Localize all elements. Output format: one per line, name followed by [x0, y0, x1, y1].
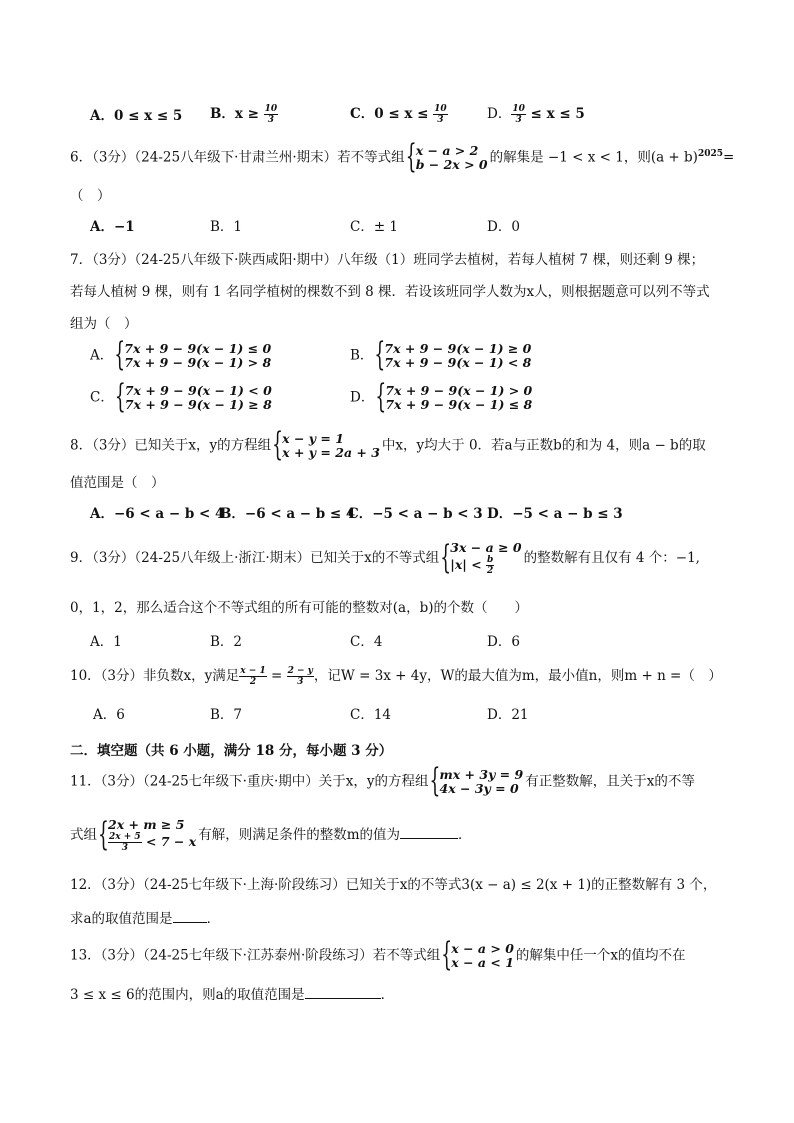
- q6-option-b: B．1: [210, 219, 243, 235]
- question-13-stem: 13．（3分）（24-25七年级下·江苏泰州·阶段练习）若不等式组 { x − a > 0 x − a < 1 的解集中任一个x的值均不在: [70, 942, 686, 970]
- q8-option-a: A．−6 < a − b < 4: [90, 506, 225, 522]
- section-heading-fill-in: 二．填空题（共 6 小题，满分 18 分，每小题 3 分）: [70, 743, 393, 759]
- q11-answer-blank[interactable]: [400, 824, 458, 839]
- q8-option-d: D．−5 < a − b ≤ 3: [487, 506, 623, 522]
- question-9-stem: 9．（3分）（24-25八年级上·浙江·期末）已知关于x的不等式组 { 3x − a ≥ 0 |x| < $\frac{b}{2}$ 的整数解有且仅有 4 个：−1,: [70, 541, 700, 576]
- q10-option-d: D．21: [487, 707, 529, 723]
- q6-option-d: D．0: [487, 219, 520, 235]
- question-6-stem: 6．（3分）（24-25八年级下·甘肃兰州·期末）若不等式组 { x − a > 2 b − 2x > 0 的解集是 −1 < x < 1，则$(a + b)^{2025}=$: [70, 144, 734, 172]
- question-11-stem: 11．（3分）（24-25七年级下·重庆·期中）关于x，y的方程组 { mx + 3y = 9 4x − 3y = 0 有正整数解，且关于x的不等: [70, 768, 695, 796]
- question-10-stem: 10．（3分）非负数x，y满足 $\frac{x - 1}{2}$ = $\frac{2 - y}{3}$ ，记W = 3x + 4y，W的最大值为m，最小值n，则m + n =（ ）: [70, 666, 722, 687]
- q5-option-b: B．x ≥ $\frac{10}{3}$: [210, 104, 278, 125]
- q8-option-b: B．−6 < a − b ≤ 4: [220, 506, 356, 522]
- question-7-line3: 组为（ ）: [70, 316, 138, 332]
- question-8-stem: 8．（3分）已知关于x，y的方程组 { x − y = 1 x + y = 2a + 3 中x，y均大于 0．若a与正数b的和为 4，则a − b的取: [70, 432, 706, 460]
- q10-option-a: A．6: [93, 707, 125, 723]
- q6-option-c: C．± 1: [350, 219, 399, 235]
- q7-option-d: D． { 7x + 9 − 9(x − 1) > 0 7x + 9 − 9(x − 1) ≤ 8: [350, 384, 534, 412]
- question-6-paren: （ ）: [70, 188, 111, 204]
- q5-option-a: A．0 ≤ x ≤ 5: [90, 108, 183, 124]
- q10-option-c: C．14: [350, 707, 392, 723]
- q9-option-d: D．6: [487, 634, 520, 650]
- q7-option-b: B． { 7x + 9 − 9(x − 1) ≥ 0 7x + 9 − 9(x − 1) < 8: [350, 342, 533, 370]
- q8-option-c: C．−5 < a − b < 3: [348, 506, 483, 522]
- question-7-line2: 若每人植树 9 棵，则有 1 名同学植树的棵数不到 8 棵．若设该班同学人数为x人，则根据题意可以列不等式: [70, 284, 710, 300]
- q10-option-b: B．7: [210, 707, 243, 723]
- q7-option-a: A． { 7x + 9 − 9(x − 1) ≤ 0 7x + 9 − 9(x − 1) > 8: [90, 342, 273, 370]
- question-11-line2: 式组 { 2x + m ≥ 5 $\frac{2x + 5}{3}$ < 7 − x 有解，则满足条件的整数m的值为 ．: [70, 818, 472, 853]
- q7-option-c: C． { 7x + 9 − 9(x − 1) < 0 7x + 9 − 9(x − 1) ≥ 8: [90, 384, 274, 412]
- q12-answer-blank[interactable]: [173, 908, 207, 923]
- question-9-line2: 0，1，2，那么适合这个不等式组的所有可能的整数对(a，b)的个数（ ）: [70, 600, 528, 616]
- q13-answer-blank[interactable]: [305, 984, 381, 999]
- q9-option-b: B．2: [210, 634, 243, 650]
- question-13-line2: 3 ≤ x ≤ 6的范围内，则a的取值范围是 ．: [70, 984, 394, 1004]
- q9-option-a: A．1: [90, 634, 122, 650]
- question-12-line1: 12．（3分）（24-25七年级下·上海·阶段练习）已知关于x的不等式3(x − a) ≤ 2(x + 1)的正整数解有 3 个，: [70, 877, 717, 893]
- question-7-line1: 7．（3分）（24-25八年级下·陕西咸阳·期中）八年级（1）班同学去植树，若每人植树 7 棵，则还剩 9 棵；: [70, 252, 705, 268]
- question-8-line2: 值范围是（ ）: [70, 475, 165, 491]
- q9-option-c: C．4: [350, 634, 383, 650]
- question-12-line2: 求a的取值范围是 ．: [70, 908, 220, 928]
- q6-option-a: A．−1: [90, 219, 135, 235]
- q5-option-d: D． $\frac{10}{3}$ ≤ x ≤ 5: [487, 104, 585, 125]
- q5-option-c: C．0 ≤ x ≤ $\frac{10}{3}$: [350, 104, 447, 125]
